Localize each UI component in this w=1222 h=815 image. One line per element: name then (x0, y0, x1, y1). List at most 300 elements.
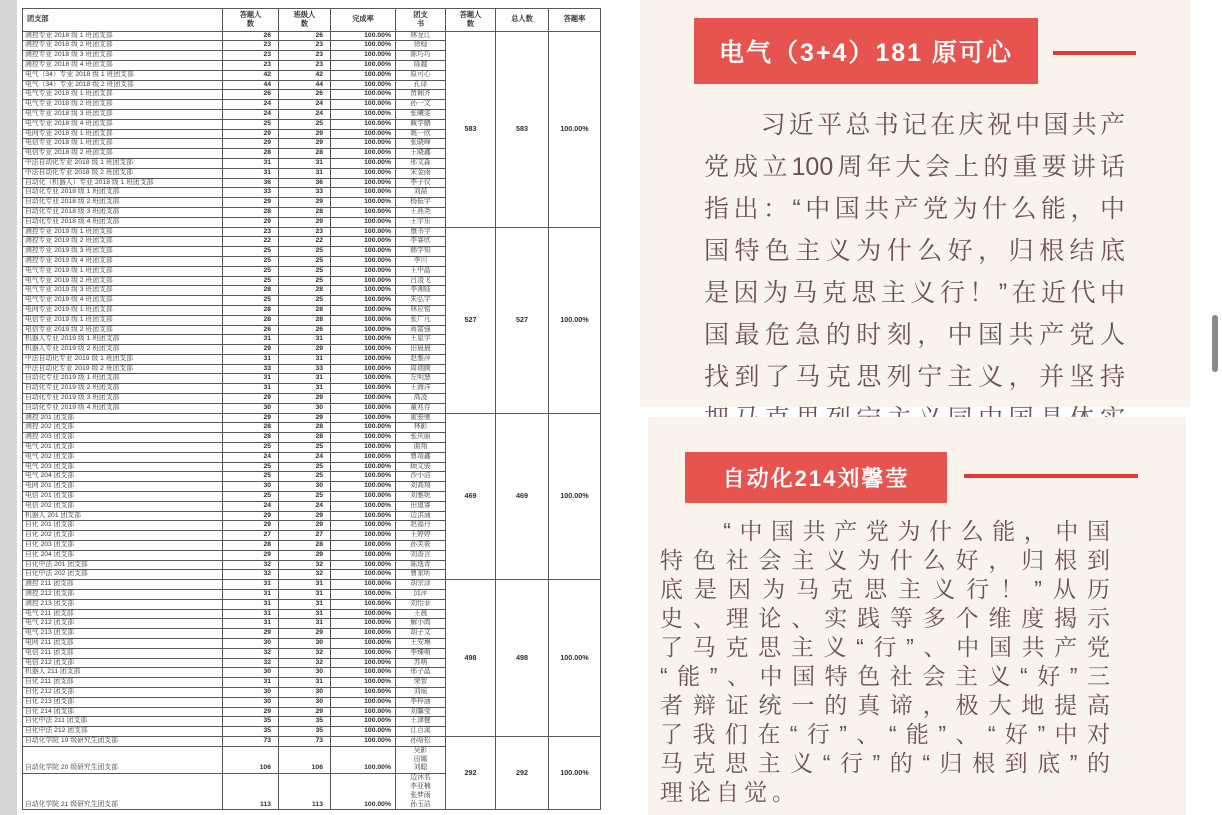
table-cell: 25 (279, 296, 331, 306)
table-cell: 469 (446, 413, 496, 580)
table-cell: 26 (223, 90, 279, 100)
table-cell: 30 (223, 403, 279, 413)
table-cell: 自动化学院 19 级研究生团支部 (23, 736, 223, 746)
table-cell: 22 (279, 237, 331, 247)
table-cell: 机器人 201 团支部 (23, 511, 223, 521)
table-cell: 电气专业 2018 级 3 班团支部 (23, 109, 223, 119)
table-cell: 29 (223, 413, 279, 423)
table-cell: 31 (279, 374, 331, 384)
article-card-1 (640, 0, 1190, 407)
table-cell: 100.00% (331, 521, 396, 531)
table-cell: 28 (279, 305, 331, 315)
table-cell: 28 (223, 541, 279, 551)
table-cell: 32 (279, 570, 331, 580)
table-cell: 电信 201 团支部 (23, 492, 223, 502)
table-cell: 100.00% (331, 639, 396, 649)
table-cell: 100.00% (331, 736, 396, 746)
table-cell: 100.00% (331, 550, 396, 560)
table-cell: 30 (223, 668, 279, 678)
table-cell: 28 (279, 315, 331, 325)
table-cell: 陈逸青 (396, 560, 446, 570)
table-cell: 31 (223, 384, 279, 394)
table-cell: 沙小洁 (396, 472, 446, 482)
table-cell: 30 (223, 697, 279, 707)
card2-paragraph (660, 517, 1110, 807)
table-cell: 28 (223, 305, 279, 315)
table-cell: 自动化专业 2019 级 3 班团支部 (23, 394, 223, 404)
table-cell: 30 (279, 668, 331, 678)
table-cell: 刘馨莹 (396, 707, 446, 717)
table-cell: 25 (223, 296, 279, 306)
table-cell: 31 (223, 678, 279, 688)
table-cell: 100.00% (331, 452, 396, 462)
paragraph-line: “中国共产党为什么能，中国 (660, 518, 1110, 544)
table-cell: 电气专业 2018 级 4 班团支部 (23, 119, 223, 129)
table-cell: 测控专业 2018 级 2 班团支部 (23, 41, 223, 51)
table-cell: 陈巧巧 (396, 51, 446, 61)
table-cell: 32 (223, 560, 279, 570)
table-cell: 31 (223, 619, 279, 629)
table-cell: 29 (223, 707, 279, 717)
table-cell: 100.00% (331, 678, 396, 688)
paragraph-line: 底是因为马克思主义行！”从历 (660, 576, 1110, 602)
table-cell: 电信专业 2018 级 1 班团支部 (23, 139, 223, 149)
scrollbar-thumb[interactable] (1212, 315, 1218, 372)
table-cell: 自动化专业 2019 级 2 班团支部 (23, 384, 223, 394)
table-cell: 100.00% (331, 658, 396, 668)
table-cell: 100.00% (331, 492, 396, 502)
table-cell: 25 (279, 119, 331, 129)
table-cell: 100.00% (331, 305, 396, 315)
table-cell: 29 (223, 345, 279, 355)
table-cell: 荣智 (396, 678, 446, 688)
table-cell: 霍骏驰 (396, 413, 446, 423)
column-header: 团支书 (396, 9, 446, 32)
league-table-panel (22, 8, 601, 810)
paragraph-line: 了马克思主义“行”、中国共产党 (660, 634, 1110, 660)
table-cell: 王中晶 (396, 266, 446, 276)
table-cell: 电气专业 2019 级 1 班团支部 (23, 266, 223, 276)
table-cell: 25 (223, 266, 279, 276)
table-cell: 邱萍 (396, 590, 446, 600)
table-cell: 电气 201 团支部 (23, 443, 223, 453)
table-cell: 28 (279, 433, 331, 443)
table-cell: 吴影 田娜 刘聪 (396, 746, 446, 773)
table-cell: 100.00% (331, 511, 396, 521)
table-cell: 31 (223, 609, 279, 619)
table-cell: 29 (279, 550, 331, 560)
table-cell: 测控 203 团支部 (23, 433, 223, 443)
table-cell: 电气专业 2019 级 3 班团支部 (23, 286, 223, 296)
table-cell: 23 (223, 51, 279, 61)
paragraph-line: 者辩证统一的真谛，极大地提高 (660, 692, 1110, 718)
table-cell: 31 (279, 619, 331, 629)
table-cell: 苏萌 (396, 658, 446, 668)
table-cell: 31 (223, 590, 279, 600)
table-cell: 32 (223, 648, 279, 658)
table-cell: 33 (223, 364, 279, 374)
table-cell: 31 (279, 678, 331, 688)
table-cell: 自化 201 团支部 (23, 521, 223, 531)
table-cell: 100.00% (331, 384, 396, 394)
table-cell: 23 (223, 227, 279, 237)
table-cell: 25 (279, 462, 331, 472)
table-cell: 28 (223, 315, 279, 325)
table-cell: 100.00% (331, 315, 396, 325)
table-cell: 100.00% (331, 266, 396, 276)
table-cell: 测控专业 2019 级 2 班团支部 (23, 237, 223, 247)
table-cell: 电气 213 团支部 (23, 629, 223, 639)
table-cell: 测控 201 团支部 (23, 413, 223, 423)
table-cell: 100.00% (331, 129, 396, 139)
table-cell: 31 (279, 590, 331, 600)
table-cell: 100.00% (331, 139, 396, 149)
table-cell: 孙笑筱 (396, 541, 446, 551)
table-cell: 44 (279, 80, 331, 90)
table-cell: 100.00% (331, 158, 396, 168)
column-header: 完成率 (331, 9, 396, 32)
table-cell: 曹家昕 (396, 570, 446, 580)
table-cell: 24 (223, 501, 279, 511)
table-cell: 100.00% (331, 403, 396, 413)
table-cell: 100.00% (549, 413, 601, 580)
table-cell: 100.00% (331, 335, 396, 345)
table-cell: 100.00% (331, 609, 396, 619)
table-cell: 31 (223, 599, 279, 609)
table-cell: 电信专业 2019 级 1 班团支部 (23, 315, 223, 325)
table-cell: 杨振宇 (396, 198, 446, 208)
table-cell: 23 (223, 41, 279, 51)
table-cell: 33 (279, 188, 331, 198)
column-header: 答题人数 (446, 9, 496, 32)
table-cell: 29 (279, 394, 331, 404)
table-cell: 100.00% (331, 286, 396, 296)
table-cell: 583 (446, 31, 496, 227)
table-cell: 28 (223, 207, 279, 217)
table-cell: 29 (279, 707, 331, 717)
table-cell: 100.00% (331, 80, 396, 90)
table-cell: 董兆存 (396, 403, 446, 413)
table-cell: 25 (279, 443, 331, 453)
table-cell: 赵雅萍 (396, 354, 446, 364)
table-cell: 电气专业 2019 级 2 班团支部 (23, 276, 223, 286)
table-cell: 26 (223, 31, 279, 41)
table-cell: 吕凌飞 (396, 276, 446, 286)
table-cell: 100.00% (331, 70, 396, 80)
table-cell: 100.00% (331, 188, 396, 198)
card1-title-banner (694, 18, 1038, 84)
table-cell: 电气专业 2018 级 2 班团支部 (23, 100, 223, 110)
table-cell: 100.00% (331, 570, 396, 580)
table-cell: 30 (279, 639, 331, 649)
table-cell: 498 (496, 580, 549, 737)
table-cell: 中法自动化专业 2019 级 2 班团支部 (23, 364, 223, 374)
table-cell: 赵福丹 (396, 521, 446, 531)
table-cell: 100.00% (331, 423, 396, 433)
table-cell: 292 (496, 736, 549, 809)
table-cell: 30 (223, 687, 279, 697)
table-cell: 100.00% (331, 109, 396, 119)
table-cell: 王宇东 (396, 217, 446, 227)
table-cell: 自动化（机器人）专业 2018 级 1 班团支部 (23, 178, 223, 188)
table-cell: 28 (279, 149, 331, 159)
table-cell: 100.00% (331, 60, 396, 70)
table-cell: 31 (279, 580, 331, 590)
table-cell: 73 (279, 736, 331, 746)
column-header: 答题人数 (223, 9, 279, 32)
table-cell: 自动化专业 2018 级 4 班团支部 (23, 217, 223, 227)
table-cell: 30 (279, 482, 331, 492)
table-row (23, 227, 601, 237)
table-cell: 100.00% (331, 433, 396, 443)
table-cell: 孔译 (396, 80, 446, 90)
table-cell: 32 (223, 570, 279, 580)
table-cell: 100.00% (331, 207, 396, 217)
table-cell: 29 (223, 629, 279, 639)
table-cell: 田晨晨 (396, 345, 446, 355)
table-cell: 康书宇 (396, 227, 446, 237)
table-cell: 35 (279, 717, 331, 727)
table-cell: 中法自动化专业 2019 级 1 班团支部 (23, 354, 223, 364)
table-cell: 曹靖鑫 (396, 452, 446, 462)
table-cell: 电气 212 团支部 (23, 619, 223, 629)
table-cell: 30 (279, 687, 331, 697)
table-cell: 100.00% (331, 531, 396, 541)
table-cell: 左明慧 (396, 374, 446, 384)
table-cell: 100.00% (331, 599, 396, 609)
card2-title: 自动化214刘馨莹 (722, 466, 910, 491)
table-cell: 33 (279, 364, 331, 374)
table-cell: 王晨 (396, 609, 446, 619)
table-cell: 28 (279, 541, 331, 551)
table-cell: 王星宇 (396, 335, 446, 345)
table-cell: 自化 203 团支部 (23, 541, 223, 551)
table-cell: 李梓涵 (396, 697, 446, 707)
table-cell: 24 (279, 501, 331, 511)
table-cell: 100.00% (331, 168, 396, 178)
table-cell: 30 (279, 403, 331, 413)
table-cell: 28 (279, 286, 331, 296)
table-cell: 100.00% (331, 541, 396, 551)
paragraph-line: “能”、中国特色社会主义“好”三 (660, 663, 1110, 689)
card2-title-banner (685, 452, 947, 503)
table-cell: 24 (279, 109, 331, 119)
table-cell: 100.00% (331, 237, 396, 247)
table-cell: 王安琳 (396, 639, 446, 649)
table-cell: 31 (223, 580, 279, 590)
table-cell: 30 (279, 697, 331, 707)
table-cell: 电气（34）专业 2018 级 2 班团支部 (23, 80, 223, 90)
table-cell: 电信 211 团支部 (23, 648, 223, 658)
table-cell: 31 (279, 599, 331, 609)
table-cell: 26 (223, 325, 279, 335)
column-header: 答题率 (549, 9, 601, 32)
table-cell: 自动化专业 2018 级 1 班团支部 (23, 188, 223, 198)
table-cell: 28 (223, 433, 279, 443)
table-cell: 30 (223, 639, 279, 649)
table-cell: 29 (279, 521, 331, 531)
table-cell: 机器人 211 团支部 (23, 668, 223, 678)
table-cell: 机器人专业 2019 级 2 班团支部 (23, 345, 223, 355)
table-cell: 31 (279, 354, 331, 364)
table-cell: 100.00% (331, 178, 396, 188)
table-cell: 电信 202 团支部 (23, 501, 223, 511)
table-cell: 自化 214 团支部 (23, 707, 223, 717)
table-cell: 王海洋 (396, 384, 446, 394)
table-cell: 25 (223, 462, 279, 472)
paragraph-line: 了我们在“行”、“能”、“好”中对 (660, 721, 1110, 747)
table-cell: 100.00% (331, 697, 396, 707)
table-cell: 孙一文 (396, 100, 446, 110)
table-cell: 29 (279, 413, 331, 423)
table-cell: 电信专业 2018 级 2 班团支部 (23, 149, 223, 159)
table-cell: 100.00% (331, 707, 396, 717)
table-cell: 林应铭 (396, 305, 446, 315)
table-cell: 100.00% (331, 354, 396, 364)
table-cell: 胡宗泽 (396, 580, 446, 590)
table-cell: 自化 212 团支部 (23, 687, 223, 697)
table-cell: 31 (279, 384, 331, 394)
table-cell: 100.00% (331, 119, 396, 129)
paragraph-line: 是因为马克思主义行！”在近代中 (704, 279, 1125, 307)
card2-banner-rule (964, 474, 1138, 478)
table-cell: 44 (223, 80, 279, 90)
table-cell: 100.00% (331, 619, 396, 629)
table-cell: 100.00% (331, 364, 396, 374)
table-cell: 31 (223, 354, 279, 364)
table-cell: 31 (279, 609, 331, 619)
table-cell: 100.00% (331, 325, 396, 335)
table-cell: 31 (279, 168, 331, 178)
table-cell: 36 (223, 178, 279, 188)
table-cell: 自化中法 211 团支部 (23, 717, 223, 727)
table-cell: 29 (223, 139, 279, 149)
table-cell: 31 (223, 374, 279, 384)
table-cell: 周瑞腾 (396, 364, 446, 374)
table-cell: 电信 212 团支部 (23, 658, 223, 668)
table-cell: 113 (223, 774, 279, 810)
table-cell: 25 (223, 472, 279, 482)
table-cell: 电信专业 2019 级 2 班团支部 (23, 325, 223, 335)
paragraph-line: 国最危急的时刻，中国共产党人 (704, 321, 1125, 349)
table-cell: 臧学鹏 (396, 119, 446, 129)
table-cell: 自化中法 202 团支部 (23, 570, 223, 580)
table-cell: 28 (279, 423, 331, 433)
table-cell: 28 (223, 149, 279, 159)
table-cell: 张晓峰 (396, 139, 446, 149)
table-cell: 刘雅妮 (396, 492, 446, 502)
table-cell: 32 (279, 658, 331, 668)
table-cell: 23 (223, 60, 279, 70)
table-cell: 42 (279, 70, 331, 80)
table-cell: 24 (223, 109, 279, 119)
paragraph-line: 史、理论、实践等多个维度揭示 (660, 605, 1110, 631)
table-cell: 100.00% (331, 717, 396, 727)
table-cell: 26 (279, 90, 331, 100)
table-cell: 王婷婷 (396, 531, 446, 541)
table-cell: 自动化专业 2018 级 3 班团支部 (23, 207, 223, 217)
table-cell: 100.00% (331, 227, 396, 237)
table-cell: 100.00% (331, 413, 396, 423)
table-cell: 电气（34）专业 2018 级 1 班团支部 (23, 70, 223, 80)
paragraph-line: 理论自觉。 (660, 779, 800, 805)
table-cell: 自动化学院 20 级研究生团支部 (23, 746, 223, 773)
table-cell: 292 (446, 736, 496, 809)
table-cell: 32 (279, 560, 331, 570)
table-cell: 29 (279, 217, 331, 227)
table-cell: 29 (279, 345, 331, 355)
table-cell: 29 (279, 139, 331, 149)
table-cell: 31 (279, 335, 331, 345)
table-cell: 林影 (396, 423, 446, 433)
paragraph-line: 特色社会主义为什么好，归根到 (660, 547, 1110, 573)
table-cell: 28 (223, 423, 279, 433)
table-cell: 邢子晶 (396, 668, 446, 678)
table-cell: 中法自动化专业 2018 级 2 班团支部 (23, 168, 223, 178)
table-cell: 28 (223, 286, 279, 296)
table-cell: 林龙江 (396, 31, 446, 41)
table-cell: 25 (223, 247, 279, 257)
table-cell: 贾翱齐 (396, 90, 446, 100)
table-cell: 刘香言 (396, 550, 446, 560)
table-row (23, 31, 601, 41)
table-cell: 100.00% (331, 560, 396, 570)
table-cell: 测控 213 团支部 (23, 599, 223, 609)
table-cell: 23 (279, 60, 331, 70)
table-cell: 106 (223, 746, 279, 773)
table-header (23, 9, 601, 32)
table-cell: 蒋富强 (396, 325, 446, 335)
table-cell: 刘喆 (396, 188, 446, 198)
table-cell: 100.00% (331, 51, 396, 61)
table-cell: 32 (279, 648, 331, 658)
table-cell: 自化中法 201 团支部 (23, 560, 223, 570)
table-cell: 35 (223, 727, 279, 737)
table-cell: 469 (496, 413, 549, 580)
table-cell: 30 (223, 482, 279, 492)
table-cell: 100.00% (549, 227, 601, 413)
table-cell: 31 (279, 158, 331, 168)
table-cell: 100.00% (331, 668, 396, 678)
table-cell: 23 (279, 41, 331, 51)
table-cell: 电气 204 团支部 (23, 472, 223, 482)
table-cell: 测控 202 团支部 (23, 423, 223, 433)
table-cell: 100.00% (549, 580, 601, 737)
table-cell: 朱弘宇 (396, 296, 446, 306)
table-cell: 22 (223, 237, 279, 247)
table-cell: 36 (279, 178, 331, 188)
table-cell: 100.00% (331, 41, 396, 51)
article-card-2 (648, 417, 1186, 815)
table-cell: 江百溪 (396, 727, 446, 737)
table-cell: 35 (279, 727, 331, 737)
table-cell: 29 (223, 550, 279, 560)
table-cell: 100.00% (331, 482, 396, 492)
table-cell: 100.00% (331, 580, 396, 590)
table-cell: 曲翔 (396, 443, 446, 453)
table-cell: 100.00% (331, 687, 396, 697)
table-row (23, 736, 601, 746)
paragraph-line: 找到了马克思列宁主义，并坚持 (704, 363, 1125, 391)
table-cell: 29 (223, 521, 279, 531)
table-cell: 韩学知 (396, 247, 446, 257)
table-cell: 24 (223, 100, 279, 110)
table-row (23, 413, 601, 423)
table-cell: 高凌 (396, 394, 446, 404)
table-cell: 张曦雯 (396, 109, 446, 119)
table-cell: 顾文骏 (396, 462, 446, 472)
table-cell: 电气专业 2019 级 4 班团支部 (23, 296, 223, 306)
